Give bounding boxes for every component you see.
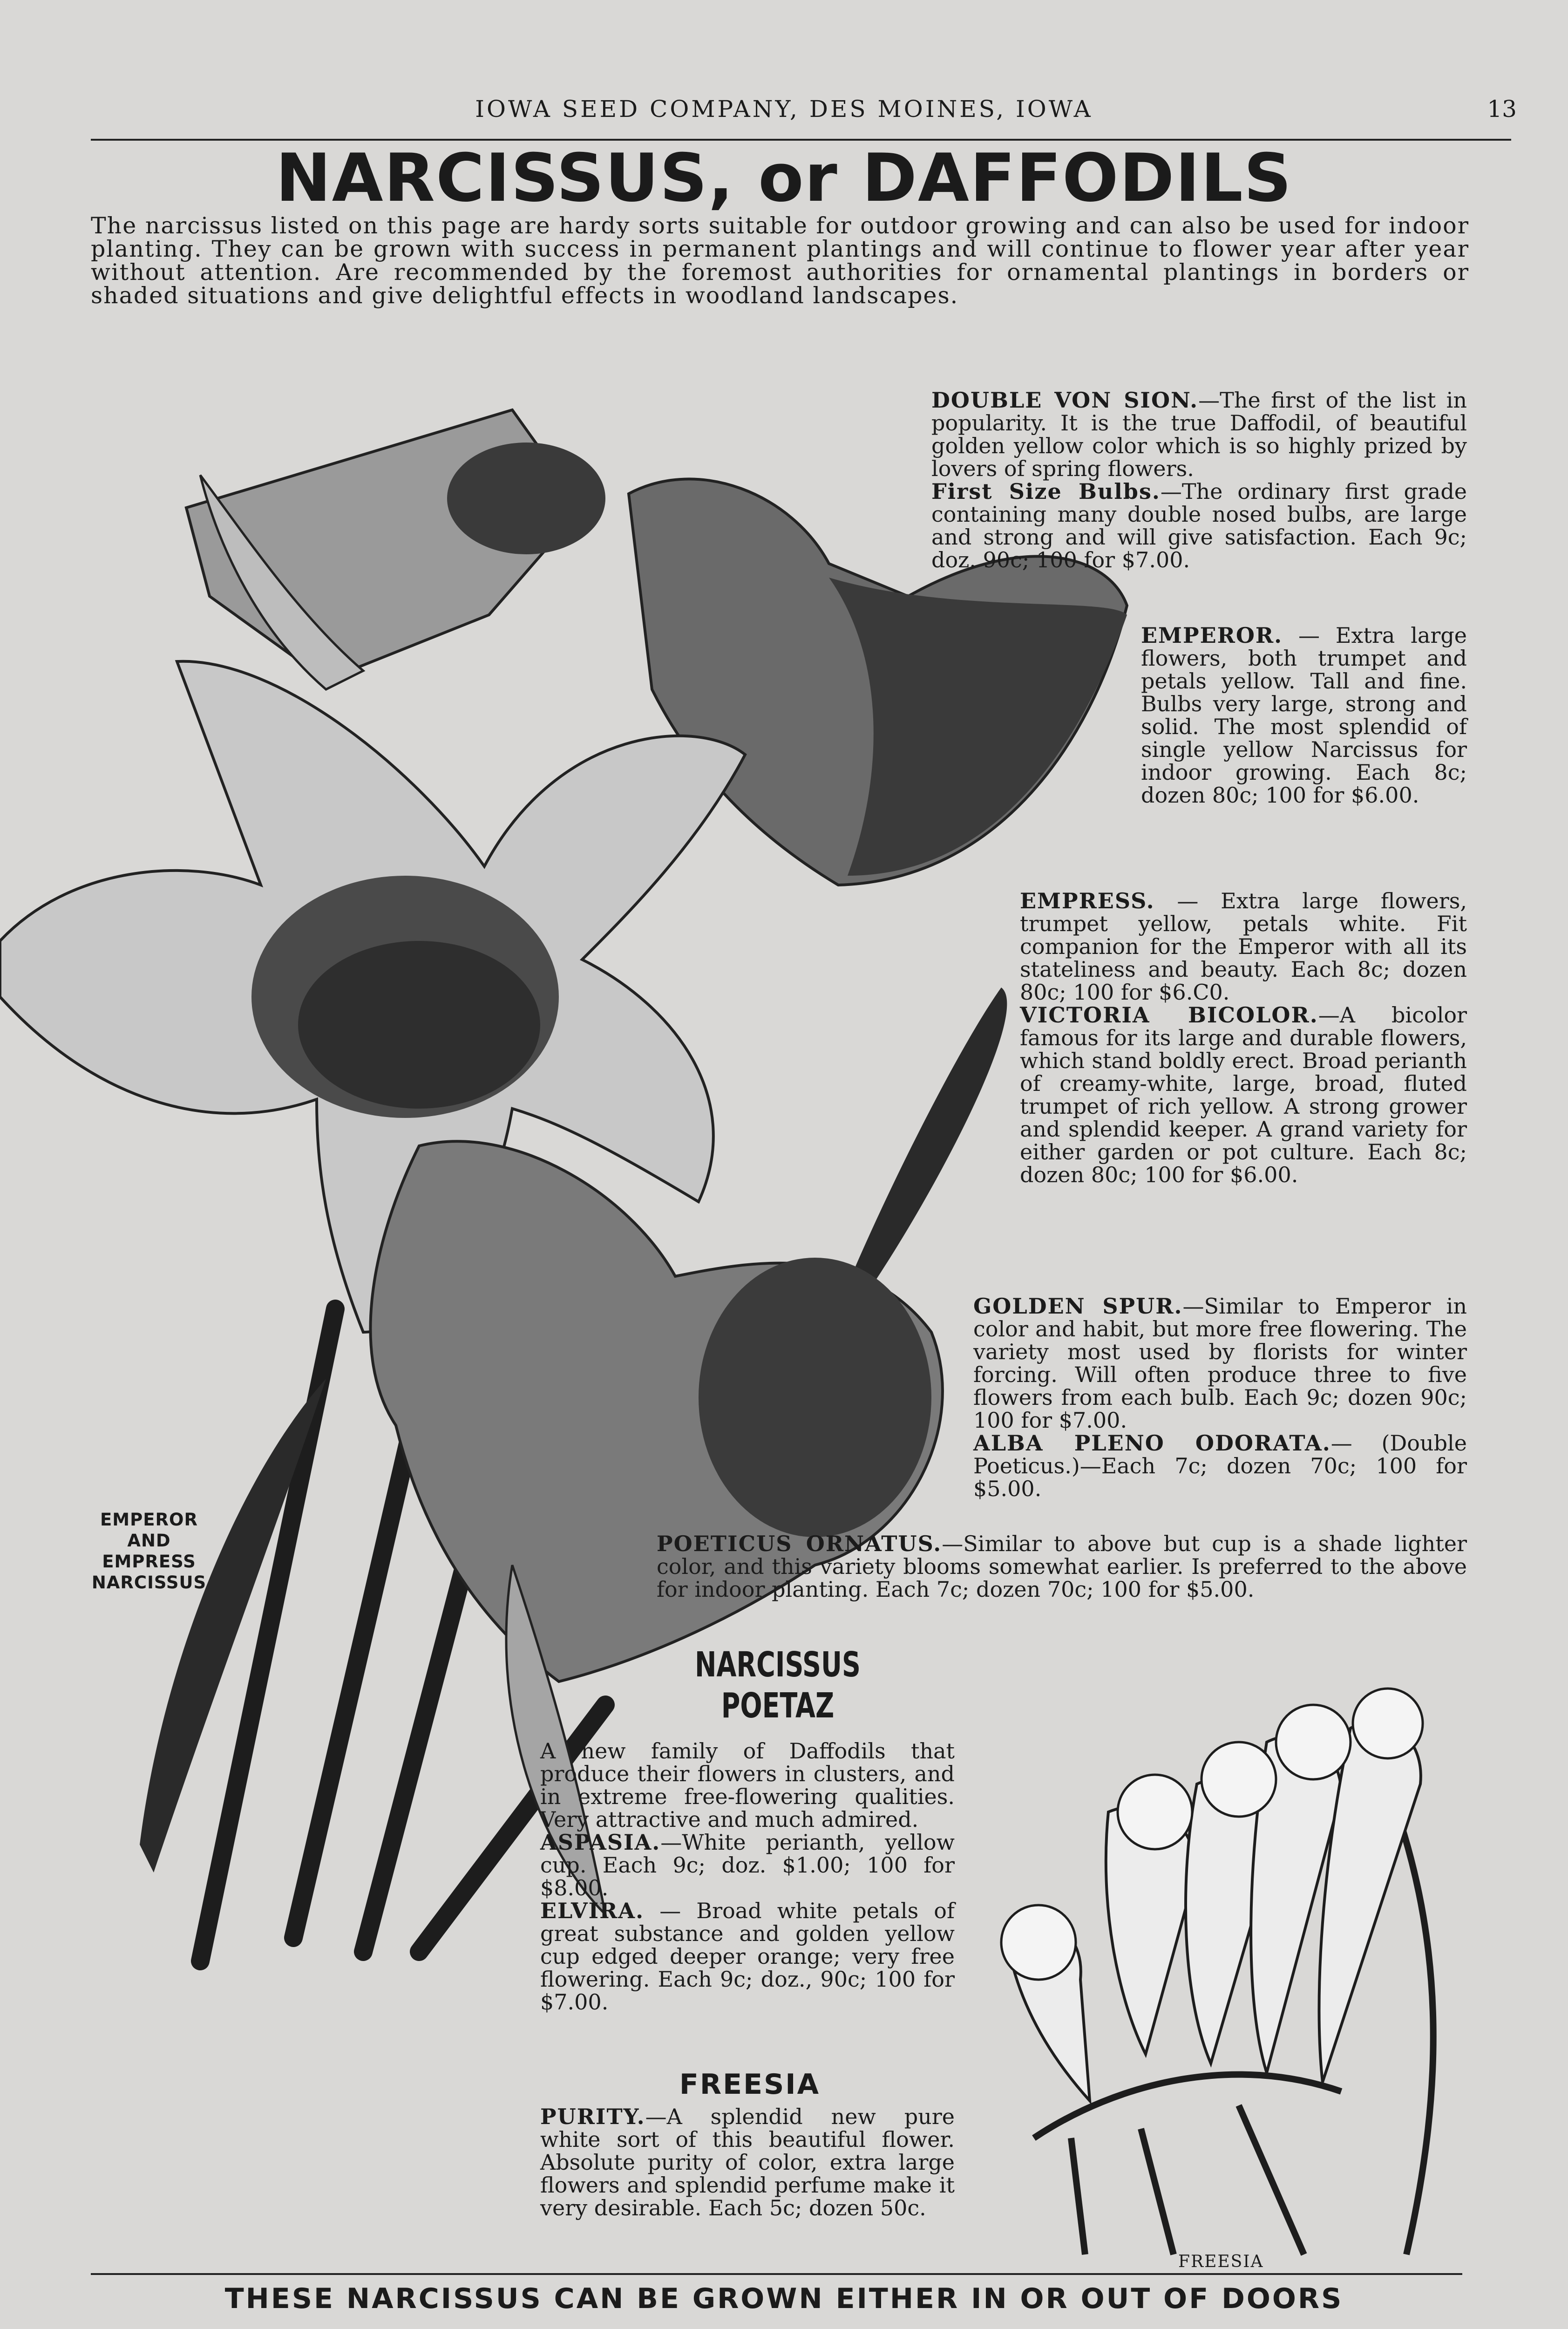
variety-text: —Similar to above but cup is a shade lighter color, and this variety blooms somewhat earlier. Is preferred to the above for indoor planting. Each 7c; dozen 70c; 100 for $5.00. <box>657 1531 1467 1602</box>
freesia-heading: FREESIA <box>679 2068 821 2101</box>
poetaz-entry <box>540 1831 955 1900</box>
variety-entry <box>1141 624 1467 807</box>
variety-entry <box>931 480 1467 572</box>
poetaz-text: —White perianth, yellow cup. Each 9c; doz. $1.00; 100 for $8.00. <box>540 1830 955 1900</box>
running-head: IOWA SEED COMPANY, DES MOINES, IOWA <box>475 95 1093 123</box>
variety-name: EMPEROR. <box>1141 623 1283 648</box>
poetaz-entry <box>540 1900 955 2014</box>
footer-rule <box>91 2273 1462 2275</box>
page-number: 13 <box>1487 95 1517 123</box>
page-title: NARCISSUS, or DAFFODILS <box>275 140 1293 217</box>
variety-text: — (Double Poeticus.)—Each 7c; dozen 70c; 100 for $5.00. <box>973 1430 1467 1501</box>
daffodil-caption: EMPEROR AND EMPRESS NARCISSUS <box>91 1510 207 1593</box>
variety-text: —The ordinary first grade containing many double nosed bulbs, are large and strong and will give satisfaction. Each 9c; doz. 90c; 100 for $7.00. <box>931 479 1467 572</box>
variety-entry <box>973 1295 1467 1432</box>
poetaz-section <box>540 1740 955 2014</box>
variety-block-2 <box>1141 624 1467 807</box>
variety-text: —A bicolor famous for its large and durable flowers, which stand boldly erect. Broad perianth of creamy-white, large, broad, fluted trumpet of rich yellow. A strong grower and splendid keeper. A grand variety for either garden or pot culture. Each 8c; dozen 80c; 100 for $6.00. <box>1020 1002 1467 1187</box>
freesia-caption: FREESIA <box>1178 2252 1264 2271</box>
variety-name: GOLDEN SPUR. <box>973 1294 1183 1319</box>
poetaz-heading-line2: POETAZ <box>721 1686 835 1726</box>
variety-name: DOUBLE VON SION. <box>931 388 1199 413</box>
freesia-illustration <box>978 1672 1472 2259</box>
freesia-entry <box>540 2105 955 2220</box>
freesia-name: PURITY. <box>540 2104 645 2129</box>
variety-entry <box>973 1432 1467 1500</box>
variety-name: POETICUS ORNATUS. <box>657 1531 942 1556</box>
variety-text: —The first of the list in popularity. It is the true Daffodil, of beautiful golden yellow color which is so highly prized by lovers of spring flowers. <box>931 388 1467 481</box>
freesia-text: —A splendid new pure white sort of this beautiful flower. Absolute purity of color, extra large flowers and splendid perfume make it very desirable. Each 5c; dozen 50c. <box>540 2104 955 2220</box>
variety-name: VICTORIA BICOLOR. <box>1020 1002 1318 1028</box>
variety-entry <box>1020 1004 1467 1186</box>
variety-entry <box>1020 890 1467 1004</box>
variety-text: — Extra large flowers, trumpet yellow, petals white. Fit companion for the Emperor with all its stateliness and beauty. Each 8c; dozen 80c; 100 for $6.C0. <box>1020 888 1467 1005</box>
variety-name: EMPRESS. <box>1020 888 1155 913</box>
variety-name: ALBA PLENO ODORATA. <box>973 1430 1331 1456</box>
poetaz-name: ASPASIA. <box>540 1830 661 1855</box>
poetaz-name: ELVIRA. <box>540 1898 645 1923</box>
freesia-section <box>540 2105 955 2220</box>
daffodil-bloom-upper-icon <box>186 410 605 689</box>
poetaz-intro: A new family of Daffodils that produce their flowers in clusters, and in extreme free-flowering qualities. Very attractive and much admired. <box>540 1738 955 1832</box>
variety-block-5 <box>657 1532 1467 1601</box>
variety-entry <box>657 1532 1467 1601</box>
poetaz-heading <box>656 1644 900 1726</box>
variety-block-4 <box>973 1295 1467 1500</box>
poetaz-text: — Broad white petals of great substance and golden yellow cup edged deeper orange; very free flowering. Each 9c; doz., 90c; 100 for $7.00. <box>540 1898 955 2015</box>
variety-name: First Size Bulbs. <box>931 479 1161 504</box>
variety-entry <box>931 389 1467 480</box>
poetaz-heading-line1: NARCISSUS <box>694 1645 861 1685</box>
variety-block-3 <box>1020 890 1467 1186</box>
variety-text: —Similar to Emperor in color and habit, but more free flowering. The variety most used by florists for winter forcing. Will often produce three to five flowers from each bulb. Each 9c; dozen 90c; 100 for $7.00. <box>973 1294 1467 1433</box>
intro-paragraph: The narcissus listed on this page are hardy sorts suitable for outdoor growing and can also be used for indoor planting. They can be grown with success in permanent plantings and will continue to flower year after year without attention. Are recommended by the foremost authorities for ornamental plantings in borders or shaded situations and give delightful effects in woodland landscapes. <box>91 212 1469 309</box>
footer-banner: THESE NARCISSUS CAN BE GROWN EITHER IN OR OUT OF DOORS <box>224 2282 1344 2315</box>
variety-block-1 <box>931 389 1467 572</box>
variety-text: — Extra large flowers, both trumpet and petals yellow. Tall and fine. Bulbs very large, strong and solid. The most splendid of single yellow Narcissus for indoor growing. Each 8c; dozen 80c; 100 for $6.00. <box>1141 623 1467 808</box>
